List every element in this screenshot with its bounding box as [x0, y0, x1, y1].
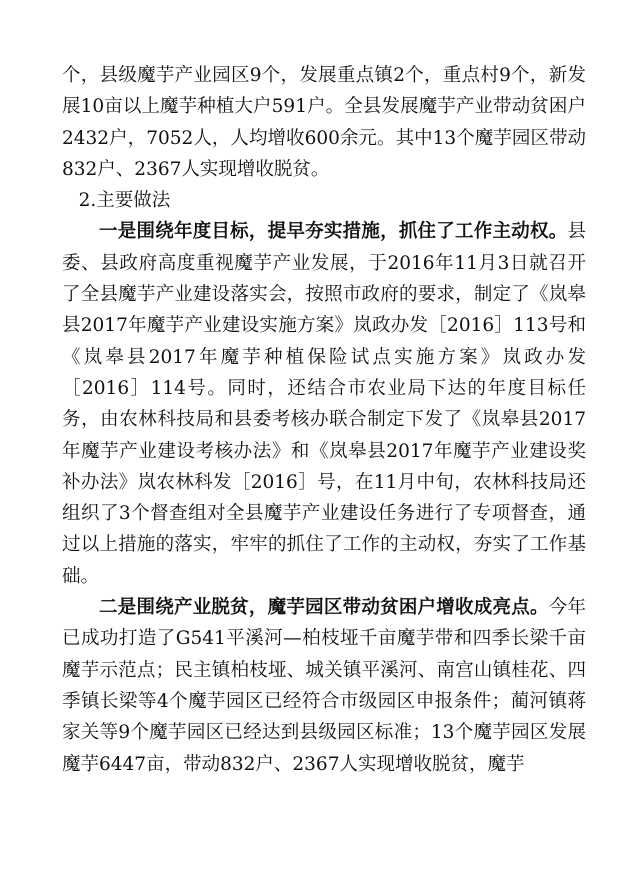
paragraph-continued: 个，县级魔芋产业园区9个，发展重点镇2个，重点村9个，新发展10亩以上魔芋种植大户591户。全县发展魔芋产业带动贫困户2432户，7052人，人均增收600余元。其中13个魔芋园区带动832户、2367人实现增收脱贫。 — [62, 65, 586, 180]
paragraph-body-text: 县委、县政府高度重视魔芋产业发展，于2016年11月3日就召开了全县魔芋产业建设落实会，按照市政府的要求，制定了《岚皋县2017年魔芋产业建设实施方案》岚政办发［2016］113号和《岚皋县2017年魔芋种植保险试点实施方案》岚政办发［2016］114号。同时，还结合市农业局下达的年度目标任务，由农林科技局和县委考核办联合制定下发了《岚皋县2017年魔芋产业建设考核办法》和《岚皋县2017年魔芋产业建设奖补办法》岚农林科发［2016］号，在11月中旬，农林科技局还组织了3个督查组对全县魔芋产业建设任务进行了专项督查，通过以上措施的落实，牢牢的抓住了工作的主动权，夯实了工作基础。 — [62, 221, 586, 587]
paragraph-body-text: 今年已成功打造了G541平溪河—柏枝垭千亩魔芋带和四季长梁千亩魔芋示范点；民主镇柏枝垭、城关镇平溪河、南宫山镇桂花、四季镇长梁等4个魔芋园区已经符合市级园区申报条件；蔺河镇蒋家关等9个魔芋园区已经达到县级园区标准；13个魔芋园区发展魔芋6447亩，带动832户、2367人实现增收脱贫，魔芋 — [62, 597, 586, 775]
section-heading: 2.主要做法 — [78, 190, 171, 212]
paragraph-lead-text: 二是围绕产业脱贫，魔芋园区带动贫困户增收成亮点。 — [99, 597, 549, 619]
paragraph-measures — [62, 216, 586, 592]
paragraph-lead-text: 一是围绕年度目标，提早夯实措施，抓住了工作主动权。 — [99, 221, 568, 243]
paragraph-poverty-relief — [62, 592, 586, 780]
